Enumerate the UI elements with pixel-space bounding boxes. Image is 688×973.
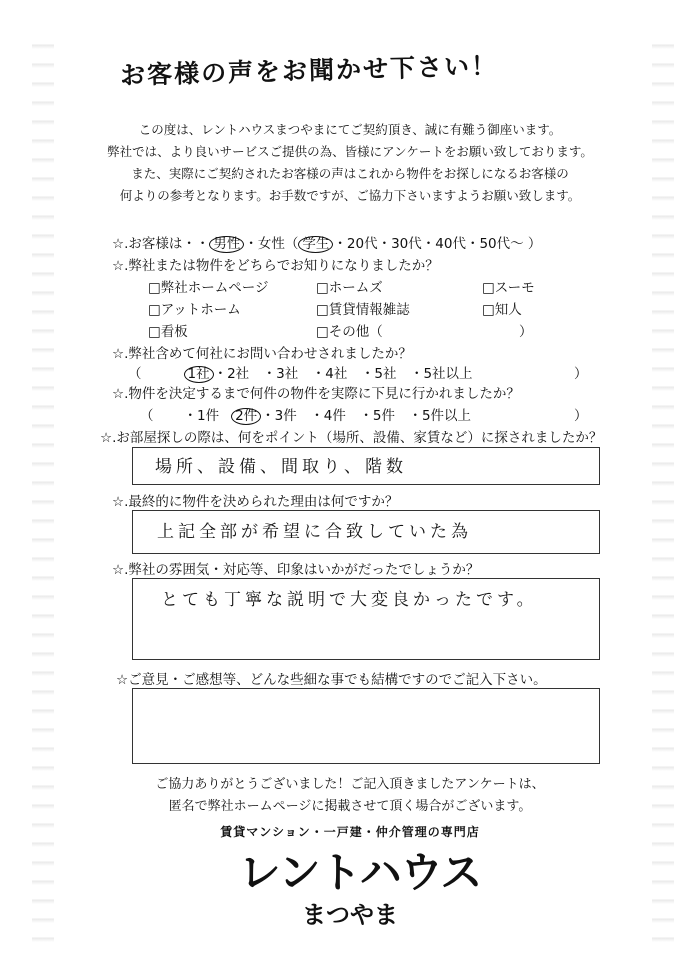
close-paren: ）	[574, 366, 588, 382]
inquiry-other-options: ・2社 ・3社 ・4社 ・5社 ・5社以上	[213, 366, 473, 382]
question-impression: ☆.弊社の雰囲気・対応等、印象はいかがだったでしょうか？	[112, 562, 480, 578]
checkbox-homes[interactable]: □ホームズ	[316, 280, 383, 296]
intro-line: 弊社では、より良いサービスご提供の為、皆様にアンケートをお願い致しております。	[107, 144, 593, 159]
decorative-border-left	[32, 30, 54, 943]
option-male-selected[interactable]: 男性	[209, 236, 244, 253]
checkbox-signboard[interactable]: □看板	[148, 324, 188, 340]
checkbox-suumo[interactable]: □スーモ	[482, 280, 535, 296]
q1-rest: ・20代・30代・40代・50代〜 ）	[333, 236, 542, 252]
intro-line: また、実際にご契約されたお客様の声はこれから物件をお探しになるお客様の	[131, 166, 569, 181]
answer-search-points: 場所、設備、間取り、階数	[155, 457, 407, 477]
inquiry-count-options	[128, 362, 473, 383]
option-2-properties-selected[interactable]: 2件	[231, 408, 261, 425]
close-paren: ）	[574, 408, 588, 424]
open-paren: （	[140, 408, 154, 424]
question-customer-type	[112, 232, 541, 253]
answer-box-search-points[interactable]	[132, 447, 600, 485]
intro-line: 何よりの参考となります。お手数ですが、ご協力下さいますようお願い致します。	[119, 188, 581, 203]
viewing-count-options	[140, 404, 471, 425]
question-comments: ☆ご意見・ご感想等、どんな些細な事でも結構ですのでご記入下さい。	[116, 672, 547, 688]
question-viewing-count: ☆.物件を決定するまで何件の物件を実際に下見に行かれましたか？	[112, 386, 520, 402]
other-close-paren: ）	[519, 324, 533, 340]
company-logo-subtitle: まつやま	[302, 901, 398, 929]
viewing-other-options: ・3件 ・4件 ・5件 ・5件以上	[261, 408, 472, 424]
question-inquiry-count: ☆.弊社含めて何社にお問い合わせされましたか？	[112, 346, 412, 362]
option-1-company-selected[interactable]: 1社	[184, 366, 214, 383]
option-1-property[interactable]: ・1件	[183, 408, 220, 424]
answer-box-decision-reason[interactable]	[132, 510, 600, 554]
closing-text	[100, 774, 600, 818]
answer-impression: とても丁寧な説明で大変良かったです。	[161, 590, 538, 610]
intro-line: この度は、レントハウスまつやまにてご契約頂き、誠に有難う御座います。	[138, 122, 562, 137]
answer-box-impression[interactable]	[132, 578, 600, 660]
company-logo: レントハウス	[238, 848, 482, 897]
closing-line: ご協力ありがとうございました！ご記入頂きましたアンケートは、	[155, 777, 545, 792]
checkbox-athome[interactable]: □アットホーム	[148, 302, 241, 318]
checkbox-acquaintance[interactable]: □知人	[482, 302, 522, 318]
q1-sep: ・女性（	[244, 236, 299, 252]
question-search-points: ☆.お部屋探しの際は、何をポイント（場所、設備、家賃など）に探されましたか？	[100, 430, 603, 446]
page-title: お客様の声をお聞かせ下さい！	[119, 51, 499, 91]
question-how-found: ☆.弊社または物件をどちらでお知りになりましたか？	[112, 258, 439, 274]
answer-decision-reason: 上記全部が希望に合致していた為	[157, 522, 472, 542]
intro-text	[100, 119, 600, 207]
closing-line: 匿名で弊社ホームページに掲載させて頂く場合がございます。	[168, 799, 532, 814]
checkbox-other[interactable]: □その他（	[316, 324, 383, 340]
store-description: 賃貸マンション・一戸建・仲介管理の専門店	[220, 825, 480, 839]
open-paren: （	[128, 366, 142, 382]
checkbox-rental-magazine[interactable]: □賃貸情報雑誌	[316, 302, 410, 318]
option-student-selected[interactable]: 学生	[298, 236, 333, 253]
q1-prefix: ☆.お客様は・・	[112, 236, 210, 252]
question-decision-reason: ☆.最終的に物件を決められた理由は何ですか？	[112, 494, 399, 510]
answer-box-comments[interactable]	[132, 688, 600, 764]
checkbox-company-homepage[interactable]: □弊社ホームページ	[148, 280, 269, 296]
decorative-border-right	[652, 30, 674, 943]
